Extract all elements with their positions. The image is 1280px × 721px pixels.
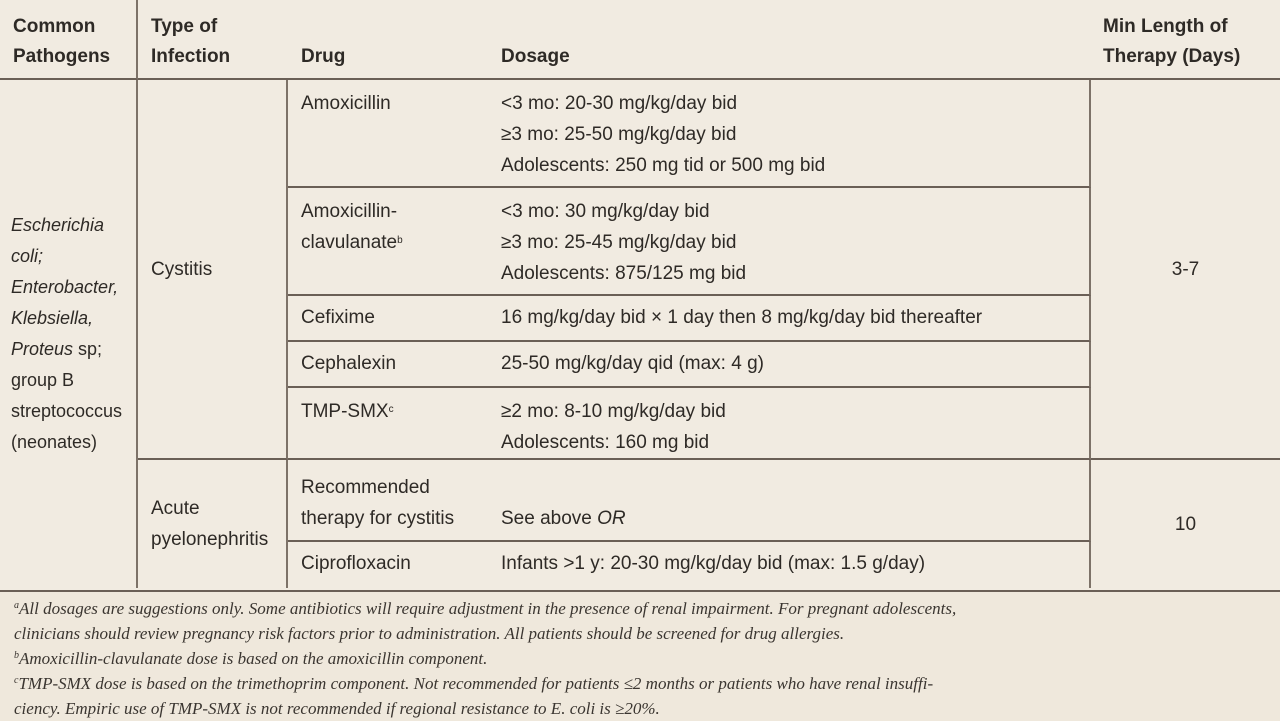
footnote-a — [14, 596, 1266, 621]
min-days-value: 10 — [1174, 513, 1197, 535]
footnote-text: clinicians should review pregnancy risk factors prior to administration. All patients should be screened for drug allergies. — [14, 624, 845, 643]
infection-label: Acute — [151, 498, 200, 519]
drug-label — [301, 227, 488, 258]
pathogen-text: Escherichia — [11, 215, 105, 235]
pathogen-line: streptococcus — [11, 401, 123, 421]
dosage-tmp-smx — [488, 388, 1091, 460]
min-days-value: 3-7 — [1171, 258, 1200, 280]
footnote-marker: c — [388, 404, 394, 415]
dosage-amoxicillin — [488, 80, 1091, 188]
infection-label: Cystitis — [151, 258, 213, 280]
dosage-line: ≥3 mo: 25-45 mg/kg/day bid — [501, 232, 737, 253]
dosage-cephalexin — [488, 342, 1091, 388]
header-text: Common — [13, 16, 96, 37]
infection-acute-pyelonephritis — [138, 460, 288, 588]
header-text: Pathogens — [13, 46, 111, 67]
header-text: Drug — [301, 46, 346, 67]
drug-amoxicillin — [288, 80, 488, 188]
dosage-cefixime — [488, 296, 1091, 342]
footnote-text: ciency. Empiric use of TMP-SMX is not recommended if regional resistance to E. coli is ≥20%. — [14, 699, 660, 718]
pathogen-line — [11, 303, 136, 334]
pathogen-line — [11, 210, 136, 241]
dosage-emphasis: OR — [597, 508, 626, 529]
header-text: Infection — [151, 46, 231, 67]
pathogen-text: Proteus — [11, 339, 74, 359]
dosage-line: Adolescents: 250 mg tid or 500 mg bid — [501, 155, 826, 176]
header-common-pathogens — [0, 0, 138, 80]
dosage-line: ≥2 mo: 8-10 mg/kg/day bid — [501, 401, 726, 422]
pathogens-cell — [0, 80, 138, 588]
footnote-b — [14, 646, 1266, 671]
header-text: Type of — [151, 16, 218, 37]
min-days-cystitis — [1091, 80, 1280, 460]
header-text: Therapy (Days) — [1103, 46, 1241, 67]
dosage-line: <3 mo: 30 mg/kg/day bid — [501, 201, 710, 222]
footnote-text: TMP-SMX dose is based on the trimethoprim component. Not recommended for patients ≤2 months or patients who have renal insuffi- — [18, 674, 934, 693]
dosage-line: ≥3 mo: 25-50 mg/kg/day bid — [501, 124, 737, 145]
infection-cystitis — [138, 80, 288, 460]
pathogen-text: coli; — [11, 246, 44, 266]
drug-label: Ciprofloxacin — [301, 553, 411, 574]
pathogen-line — [11, 334, 136, 365]
header-text: Dosage — [501, 46, 570, 67]
dosage-line: 16 mg/kg/day bid × 1 day then 8 mg/kg/day bid thereafter — [501, 307, 983, 328]
dosage-line: 25-50 mg/kg/day qid (max: 4 g) — [501, 353, 764, 374]
footnote-text: Amoxicillin-clavulanate dose is based on the amoxicillin component. — [19, 649, 488, 668]
dosage-line — [501, 503, 1089, 534]
header-dosage — [488, 0, 1091, 80]
pathogen-text: Klebsiella, — [11, 308, 94, 328]
footnotes — [0, 590, 1280, 720]
footnote-text: All dosages are suggestions only. Some antibiotics will require adjustment in the presence of renal impairment. For pregnant adolescents, — [19, 599, 957, 618]
footnote-marker: b — [14, 650, 19, 661]
header-min-length — [1091, 0, 1280, 80]
pathogen-line — [11, 272, 136, 303]
footnote-marker: b — [397, 235, 403, 246]
dosage-line: Adolescents: 160 mg bid — [501, 432, 710, 453]
drug-label: Cefixime — [301, 307, 375, 328]
drug-ciprofloxacin — [288, 542, 488, 588]
min-days-pyelonephritis — [1091, 460, 1280, 588]
header-text: Min Length of — [1103, 16, 1228, 37]
dosage-ciprofloxacin — [488, 542, 1091, 588]
pathogen-line: group B — [11, 370, 75, 390]
dosage-line: Infants >1 y: 20-30 mg/kg/day bid (max: 1.5 g/day) — [501, 553, 926, 574]
drug-cephalexin — [288, 342, 488, 388]
footnote-c — [14, 671, 1266, 696]
pathogen-line: (neonates) — [11, 432, 98, 452]
drug-label: therapy for cystitis — [301, 508, 455, 529]
drug-amoxicillin-clavulanate — [288, 188, 488, 296]
pathogen-line — [11, 241, 136, 272]
dosage-line: Adolescents: 875/125 mg bid — [501, 263, 747, 284]
dosage-line: <3 mo: 20-30 mg/kg/day bid — [501, 93, 738, 114]
drug-label: Amoxicillin- — [301, 201, 398, 222]
pathogen-text: Enterobacter, — [11, 277, 119, 297]
drug-label — [301, 396, 488, 427]
pathogen-text: sp; — [73, 339, 103, 359]
footnote-marker: c — [14, 675, 19, 686]
header-type-of-infection — [138, 0, 288, 80]
drug-text: clavulanate — [301, 232, 398, 253]
infection-label: pyelonephritis — [151, 529, 269, 550]
drug-recommended-therapy — [288, 460, 488, 542]
drug-text: TMP-SMX — [301, 401, 389, 422]
dosage-recommended-therapy — [488, 460, 1091, 542]
drug-label: Amoxicillin — [301, 93, 391, 114]
drug-tmp-smx — [288, 388, 488, 460]
dosage-amoxicillin-clavulanate — [488, 188, 1091, 296]
footnote-marker: a — [14, 600, 19, 611]
dosage-text: See above — [501, 508, 598, 529]
drug-label: Cephalexin — [301, 353, 397, 374]
header-drug — [288, 0, 488, 80]
drug-label: Recommended — [301, 477, 430, 498]
drug-cefixime — [288, 296, 488, 342]
